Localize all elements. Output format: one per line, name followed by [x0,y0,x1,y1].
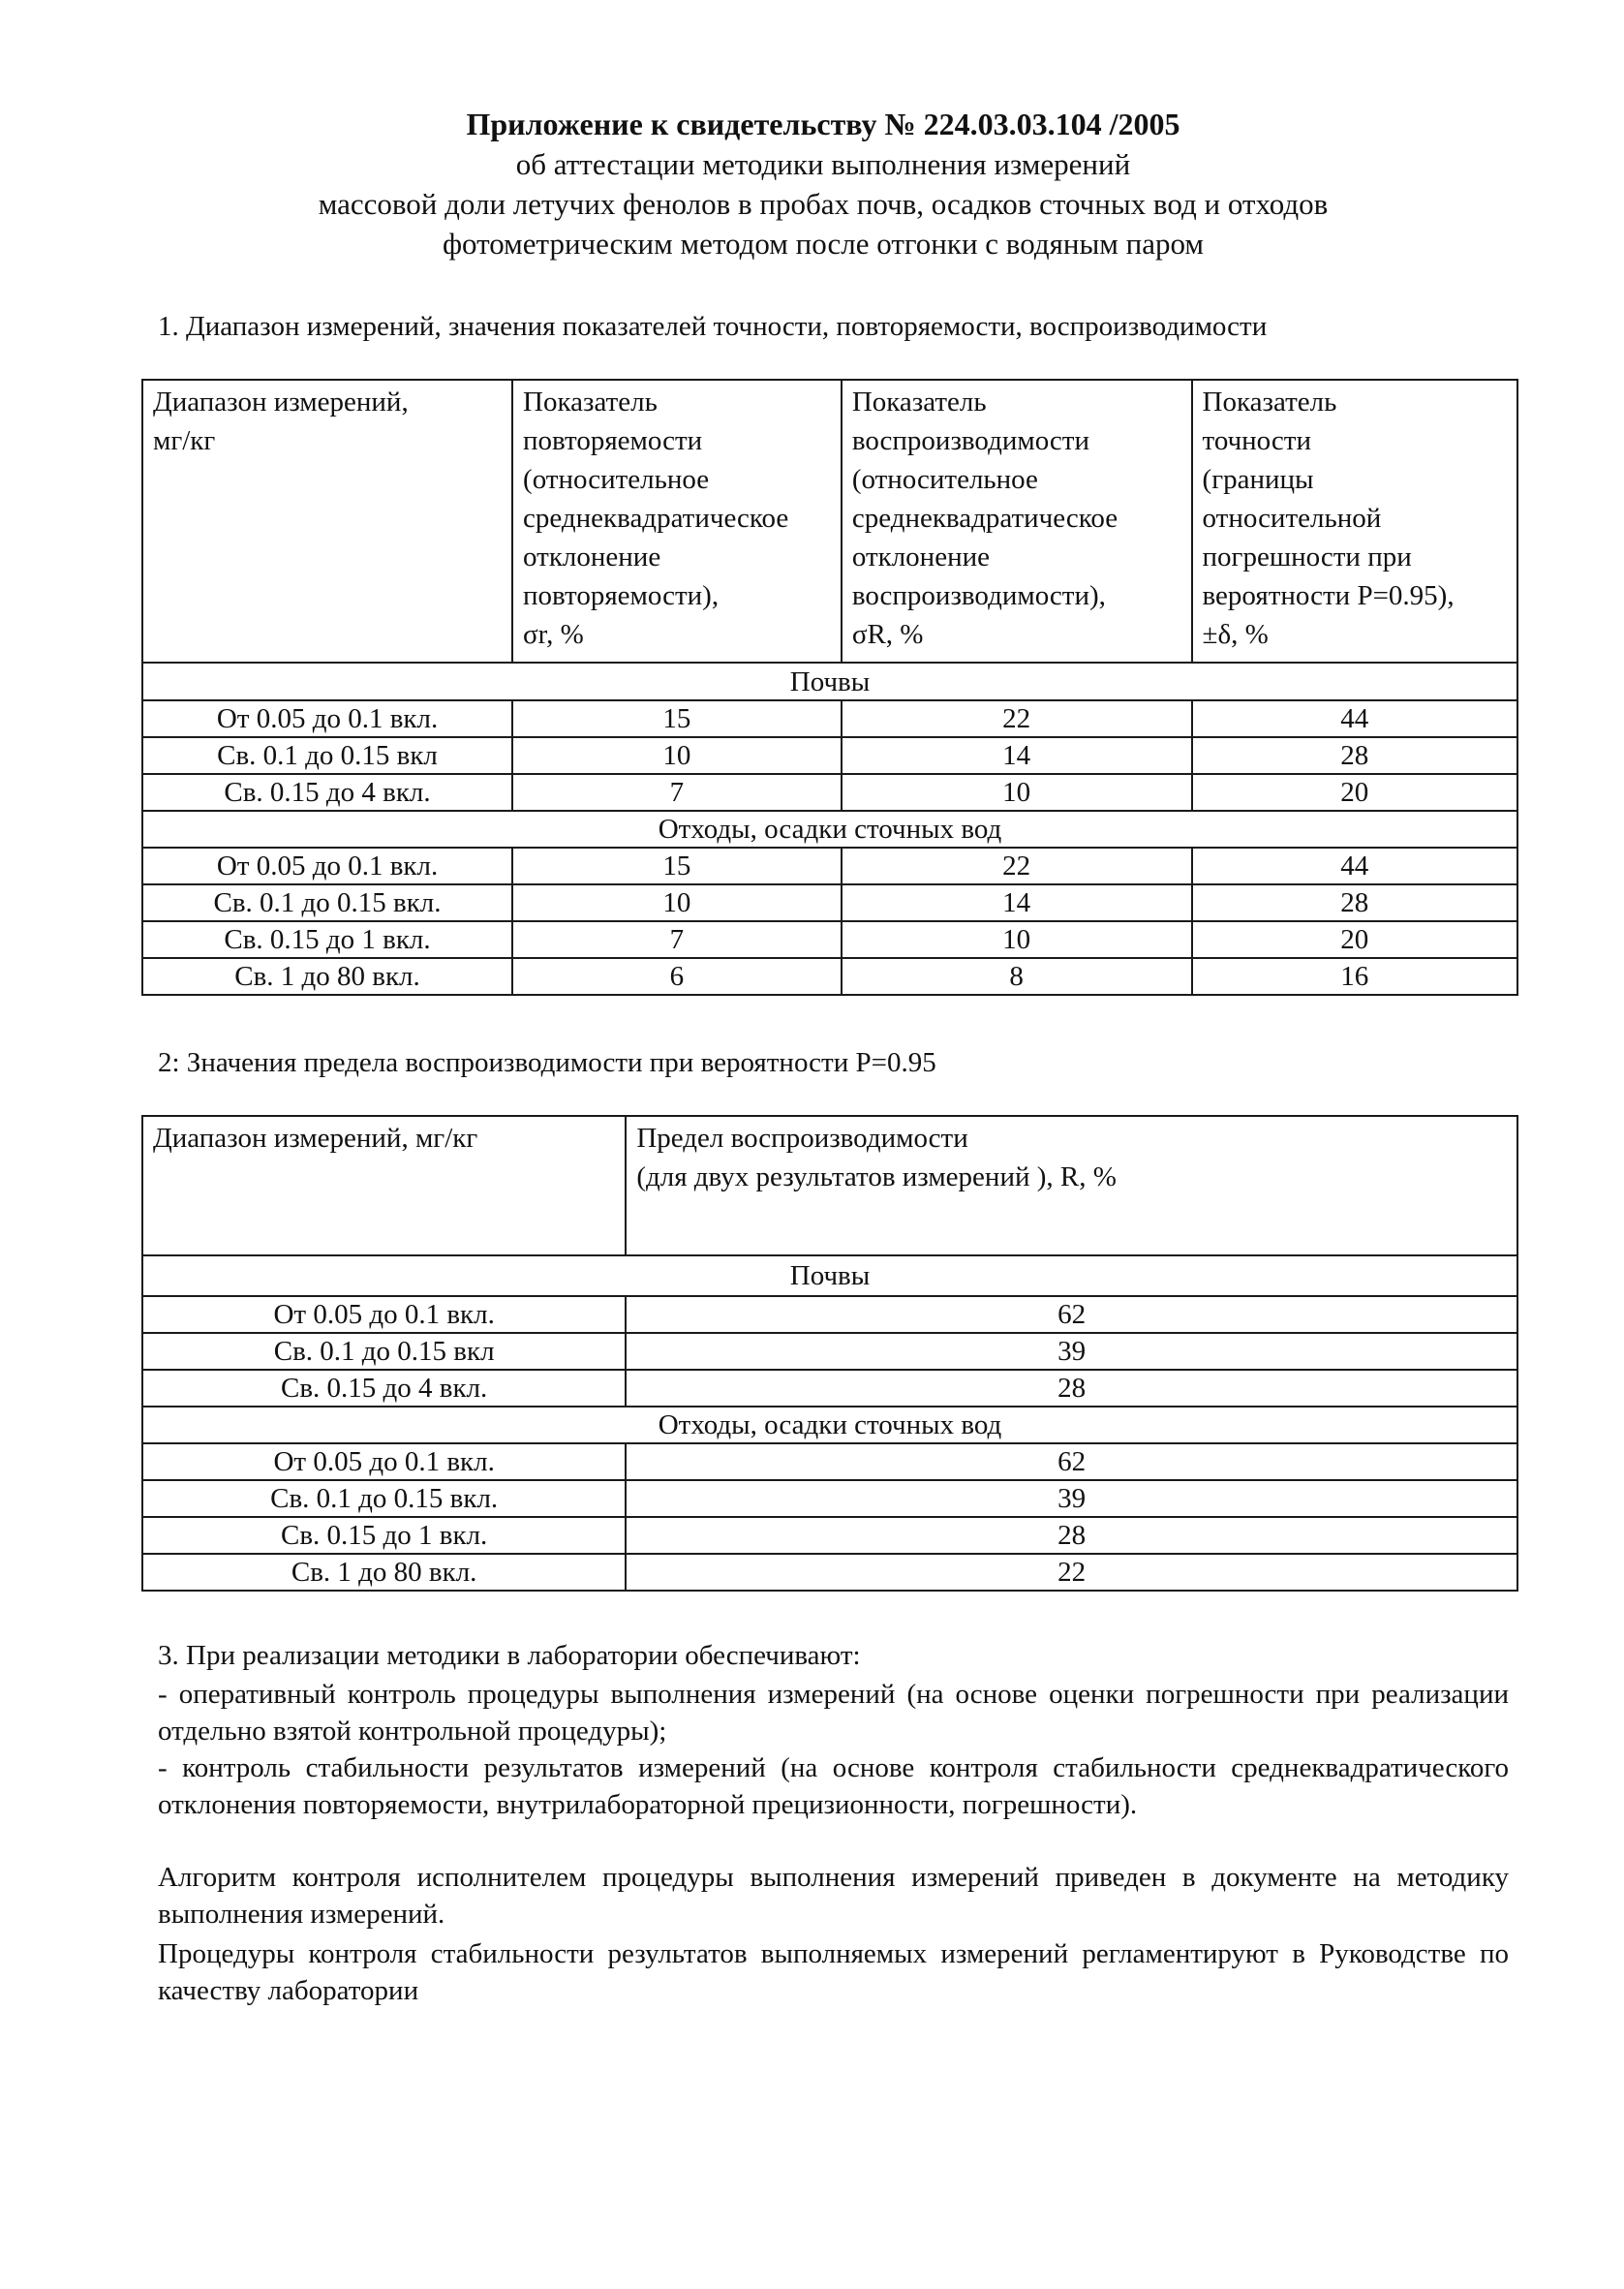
section-3-paragraph: Алгоритм контроля исполнителем процедуры выполнения измерений приведен в документе на методику выполнения измерений. [158,1862,1509,1930]
group-name-soils: Почвы [142,1255,1517,1296]
value-cell: 22 [842,848,1192,884]
header-line: Предел воспроизводимости [636,1123,968,1154]
header-line: Показатель [851,387,987,418]
header-cell-range [142,380,512,663]
header-line: отклонение [851,541,990,572]
group-name-waste: Отходы, осадки сточных вод [142,811,1517,848]
range-cell: Св. 1 до 80 вкл. [142,958,512,995]
group-name-soils: Почвы [142,663,1517,700]
header-cell-accuracy [1192,380,1517,663]
group-name-waste: Отходы, осадки сточных вод [142,1407,1517,1443]
value-cell: 39 [626,1333,1517,1370]
header-line: (границы [1202,464,1314,495]
table-row [142,1296,1517,1333]
section-2-title: 2: Значения предела воспроизводимости при вероятности P=0.95 [158,1047,936,1078]
range-cell: Св. 0.15 до 1 вкл. [142,921,512,958]
table-header-row [142,1116,1517,1255]
range-cell: От 0.05 до 0.1 вкл. [142,848,512,884]
value-cell: 62 [626,1296,1517,1333]
range-cell: От 0.05 до 0.1 вкл. [142,1296,626,1333]
value-cell: 15 [512,848,842,884]
range-cell: Св. 0.1 до 0.15 вкл [142,737,512,774]
value-cell: 20 [1192,921,1517,958]
group-row [142,1407,1517,1443]
value-cell: 20 [1192,774,1517,811]
value-cell: 10 [512,737,842,774]
header-line: Показатель [1202,387,1337,418]
section-1-title: 1. Диапазон измерений, значения показателей точности, повторяемости, воспроизводимости [158,311,1268,342]
header-line: воспроизводимости [851,425,1089,456]
header-line: σR, % [851,619,924,650]
range-cell: От 0.05 до 0.1 вкл. [142,700,512,737]
header-line: погрешности при [1202,541,1412,572]
header-line: повторяемости), [523,580,720,611]
table-row [142,1370,1517,1407]
value-cell: 22 [626,1554,1517,1591]
document-subtitle-line-3: фотометрическим методом после отгонки с водяным паром [442,227,1205,261]
value-cell: 28 [1192,737,1517,774]
header-line: точности [1202,425,1311,456]
header-line: относительной [1202,503,1382,534]
document-subtitle-line-2: массовой доли летучих фенолов в пробах почв, осадков сточных вод и отходов [318,187,1329,221]
range-cell: Св. 1 до 80 вкл. [142,1554,626,1591]
value-cell: 8 [842,958,1192,995]
section-3-paragraph: Процедуры контроля стабильности результатов выполняемых измерений регламентируют в Руководстве по качеству лаборатории [158,1938,1509,2006]
header-line: вероятности P=0.95), [1202,580,1455,611]
document-title: Приложение к свидетельству № 224.03.03.104 /2005 [466,107,1180,141]
header-line: ±δ, % [1202,619,1269,650]
value-cell: 14 [842,884,1192,921]
value-cell: 14 [842,737,1192,774]
header-line: σr, % [523,619,584,650]
value-cell: 7 [512,774,842,811]
range-cell: Св. 0.15 до 1 вкл. [142,1517,626,1554]
header-line: повторяемости [523,425,703,456]
header-line: мг/кг [153,425,216,456]
table-row [142,1480,1517,1517]
header-line: Показатель [523,387,658,418]
range-cell: От 0.05 до 0.1 вкл. [142,1443,626,1480]
value-cell: 10 [842,774,1192,811]
table-row [142,1554,1517,1591]
value-cell: 62 [626,1443,1517,1480]
header-line: (относительное [523,464,710,495]
range-cell: Св. 0.1 до 0.15 вкл. [142,1480,626,1517]
group-row [142,663,1517,700]
header-line: (относительное [851,464,1038,495]
table-row [142,1443,1517,1480]
table-header-row [142,380,1517,663]
header-line: среднеквадратическое [851,503,1118,534]
document-header [145,105,1501,263]
value-cell: 10 [512,884,842,921]
table-row [142,1517,1517,1554]
header-cell-reproducibility-limit [626,1116,1517,1255]
header-cell-reproducibility [842,380,1192,663]
header-cell-range [142,1116,626,1255]
value-cell: 44 [1192,700,1517,737]
reproducibility-limit-table [141,1115,1518,1592]
table-row [142,700,1517,737]
value-cell: 28 [626,1517,1517,1554]
value-cell: 10 [842,921,1192,958]
header-line: (для двух результатов измерений ), R, % [636,1161,1117,1192]
value-cell: 22 [842,700,1192,737]
value-cell: 28 [1192,884,1517,921]
range-cell: Св. 0.1 до 0.15 вкл [142,1333,626,1370]
header-line: отклонение [523,541,661,572]
section-3-title: 3. При реализации методики в лаборатории обеспечивают: [158,1640,861,1671]
table-row [142,921,1517,958]
value-cell: 15 [512,700,842,737]
table-row [142,848,1517,884]
header-line: среднеквадратическое [523,503,789,534]
value-cell: 16 [1192,958,1517,995]
range-cell: Св. 0.15 до 4 вкл. [142,1370,626,1407]
range-cell: Св. 0.15 до 4 вкл. [142,774,512,811]
table-row [142,774,1517,811]
group-row [142,1255,1517,1296]
value-cell: 28 [626,1370,1517,1407]
value-cell: 7 [512,921,842,958]
table-row [142,958,1517,995]
document-subtitle-line-1: об аттестации методики выполнения измерений [515,147,1131,181]
group-row [142,811,1517,848]
table-row [142,1333,1517,1370]
value-cell: 44 [1192,848,1517,884]
range-cell: Св. 0.1 до 0.15 вкл. [142,884,512,921]
header-line: воспроизводимости), [851,580,1106,611]
header-line: Диапазон измерений, мг/кг [153,1123,478,1154]
accuracy-table [141,379,1518,996]
table-row [142,737,1517,774]
table-row [142,884,1517,921]
value-cell: 39 [626,1480,1517,1517]
section-3-paragraph: - контроль стабильности результатов измерений (на основе контроля стабильности среднеквадратического отклонения повторяемости, внутрилабораторной прецизионности, погрешности). [158,1752,1509,1820]
value-cell: 6 [512,958,842,995]
section-3-paragraph: - оперативный контроль процедуры выполнения измерений (на основе оценки погрешности при реализации отдельно взятой контрольной процедуры); [158,1679,1509,1747]
header-line: Диапазон измерений, [153,387,409,418]
header-cell-repeatability [512,380,842,663]
